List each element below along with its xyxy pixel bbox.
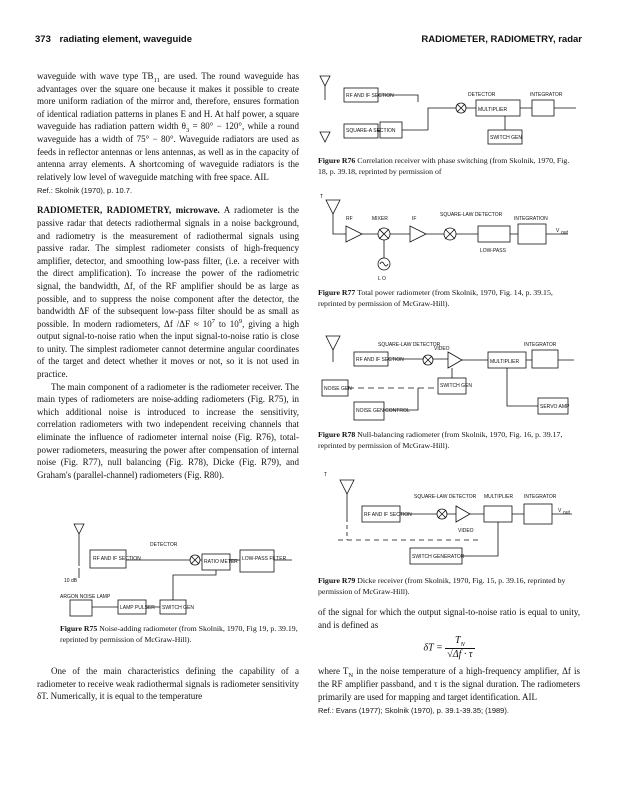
r79-block-video: VIDEO [458,528,474,534]
r75-block-lowpass: LOW-PASS FILTER [242,556,287,562]
r78-block-detector: SQUARE-LAW DETECTOR [378,342,441,348]
r75-block-rf: RF AND IF SECTION [93,556,141,562]
left-column-bottom [37,665,299,703]
figure-r79 [318,470,580,597]
r77-label-out: out [561,230,568,236]
r77-block-lo: L O [378,276,386,282]
r78-block-noise: NOISE GEN [324,386,352,392]
r79-label-out: out [563,510,570,516]
r75-block-ratio: RATIO METER [204,559,238,565]
r76-block-integrator: INTEGRATOR [530,92,563,98]
figure-r77 [318,194,580,309]
radiometer-paragraph-2: The main component of a radiometer is the radiometer receiver. The main types of radiometers are noise-adding radiometers (Fig. R75), in which additional noise is introduced to increase the sensitivity, correlation radiometers with two independent receiving channels that eliminate the influence of radiometer internal noise (Fig. R76), total-power radiometers, measuring the power after compensation of internal noise (Fig. R77), null balancing (Fig. R78), Dicke (Fig. R79), and Graham's (parallel-channel) radiometers (Fig. R80). [37,381,299,480]
figure-r75-diagram [60,520,300,620]
figure-r76-diagram [318,72,580,154]
radiometer-reference: Ref.: Evans (1977); Skolnik (1970), p. 39.1-39.35; (1989). [318,706,509,716]
r75-block-argon: ARGON NOISE LAMP [60,594,111,600]
waveguide-reference: Ref.: Skolnik (1970), p. 10.7. [37,186,133,196]
figure-r77-diagram [318,194,580,286]
r78-block-multiplier: MULTIPLIER [490,359,520,365]
r76-block-detector: DETECTOR [468,92,496,98]
radiometer-paragraph-3: One of the main characteristics defining the capability of a radiometer to receive weak radiothermal signals is radiometer sensitivity δT. Numerically, it is equal to the temperature [37,666,299,702]
figure-r78-diagram [318,328,580,428]
figure-r79-diagram [318,470,580,574]
header-left-title: radiating element, waveguide [59,34,193,45]
figure-r76-caption: Figure R76 Correlation receiver with phase switching (from Skolnik, 1970, Fig. 18, p. 39.18, reprinted by permission of [318,156,570,176]
r79-block-multiplier: MULTIPLIER [484,494,514,500]
r76-block-square: SQUARE-A SECTION [346,128,396,134]
r76-block-multiplier: MULTIPLIER [478,107,508,113]
r76-block-rf: RF AND IF SECTION [346,93,394,99]
figure-r77-caption: Figure R77 Total power radiometer (from Skolnik, 1970, Fig. 14, p. 39.15, reprinted by permission of McGraw-Hill). [318,288,553,308]
r75-block-pulser: LAMP PULSER [120,605,155,611]
r77-block-rf: RF [346,216,353,222]
figure-r79-caption: Figure R79 Dicke receiver (from Skolnik, 1970, Fig. 15, p. 39.16, reprinted by permission of McGraw-Hill). [318,576,566,596]
figure-r75 [60,520,300,645]
r77-block-lowpass: LOW-PASS [480,248,506,254]
left-column [37,70,299,481]
r77-block-if: IF [412,216,417,222]
r78-block-rf: RF AND IF SECTION [356,357,404,363]
r75-block-switch: SWITCH GEN [162,605,194,611]
r77-label-t: T [320,194,324,200]
waveguide-paragraph: waveguide with wave type $TB_{11}$ are used. The round waveguide has advantages over the square one because it makes it possible to create more uniform radiation of the mirror and, therefore, ensures formation of identical radiation patterns in planes E and H. At half power, a square waveguide has radiation pattern width $\theta_3 = 80^\circ - 120^\circ$, while a round waveguide has a width of 75° − 80°. Waveguide radiators are used as feeds in reflector antennas or lens antennas, as well as in the capacity of antenna array elements. A shortcoming of waveguide radiators is the relatively low level of waveguide matching with free space. AIL [37,71,299,182]
right-column-bottom [318,606,580,724]
sensitivity-equation: δT = $\frac{T_N}{√\Delta f \cdot \tau}$ [423,635,473,660]
figure-r75-caption: Figure R75 Noise-adding radiometer (from Skolnik, 1970, Fig 19, p. 39.19, reprinted by permission of McGraw-Hill). [60,624,298,644]
page-number: 373 [35,34,51,45]
entry-title: RADIOMETER, RADIOMETRY, microwave. [37,205,220,216]
r78-block-switch: SWITCH GEN [440,383,472,389]
r77-label-v: V [556,228,560,234]
r78-block-video: VIDEO [434,346,450,352]
r79-block-switch: SWITCH GENERATOR [412,554,465,560]
r79-block-rf: RF AND IF SECTION [364,512,412,518]
r78-block-servo: SERVO AMP [540,404,570,410]
r77-block-mixer: MIXER [372,216,388,222]
r79-block-integrator: INTEGRATOR [524,494,557,500]
r78-block-control: NOISE GEN CONTROL [356,408,410,414]
radiometer-paragraph-5: where $T_N$ in the noise temperature of a high-frequency amplifier, Δf is the RF amplifier passband, and τ is the signal duration. The radiometers primarily are used for mapping and target identification. AIL [318,666,580,702]
r75-block-detector: DETECTOR [150,542,178,548]
r79-label-v: V [558,508,562,514]
r79-label-ta: T [324,472,328,478]
figure-r78 [318,328,580,451]
figure-r76 [318,72,580,177]
r78-block-integrator: INTEGRATOR [524,342,557,348]
r77-block-integration: INTEGRATION [514,216,548,222]
running-header-right: RADIOMETER, RADIOMETRY, radar [421,34,582,45]
r79-block-detector: SQUARE-LAW DETECTOR [414,494,477,500]
radiometer-paragraph-1: RADIOMETER, RADIOMETRY, microwave. A radiometer is the passive radar that detects radiothermal signals in a noise background, and radiometry is the measurement of radiothermal signals using passive radar. The simplest radiometer consists of high-frequency amplifier, detector, and smoothing low-pass filter, (i.e. a receiver with the direct amplification). To increase the power of the radiometric signal, the bandwidth, Δf, of the RF amplifier should be as large as possible, and to suppress the noise component after the detector, the bandwidth ΔF of the subsequent low-pass filter should be as small as possible. In modern radiometers, Δf $/\Delta F \approx 10^7$ to $10^9$, giving a high output signal-to-noise ratio when the input signal-to-noise ratio is close to unity. The simplest radiometer cannot determine angular coordinates of the target and detect whether it moves or not, so it is not used in practice. [37,205,299,380]
radiometer-paragraph-4: of the signal for which the output signal-to-noise ratio is equal to unity, and is defined as [318,607,580,630]
r76-block-switch: SWITCH GEN [490,135,522,141]
figure-r78-caption: Figure R78 Null-balancing radiometer (from Skolnik, 1970, Fig. 16, p. 39.17, reprinted by permission of McGraw-Hill). [318,430,563,450]
r77-block-detector: SQUARE-LAW DETECTOR [440,212,503,218]
running-header-left [35,34,192,45]
r75-block-10db: 10 dB [64,578,78,584]
